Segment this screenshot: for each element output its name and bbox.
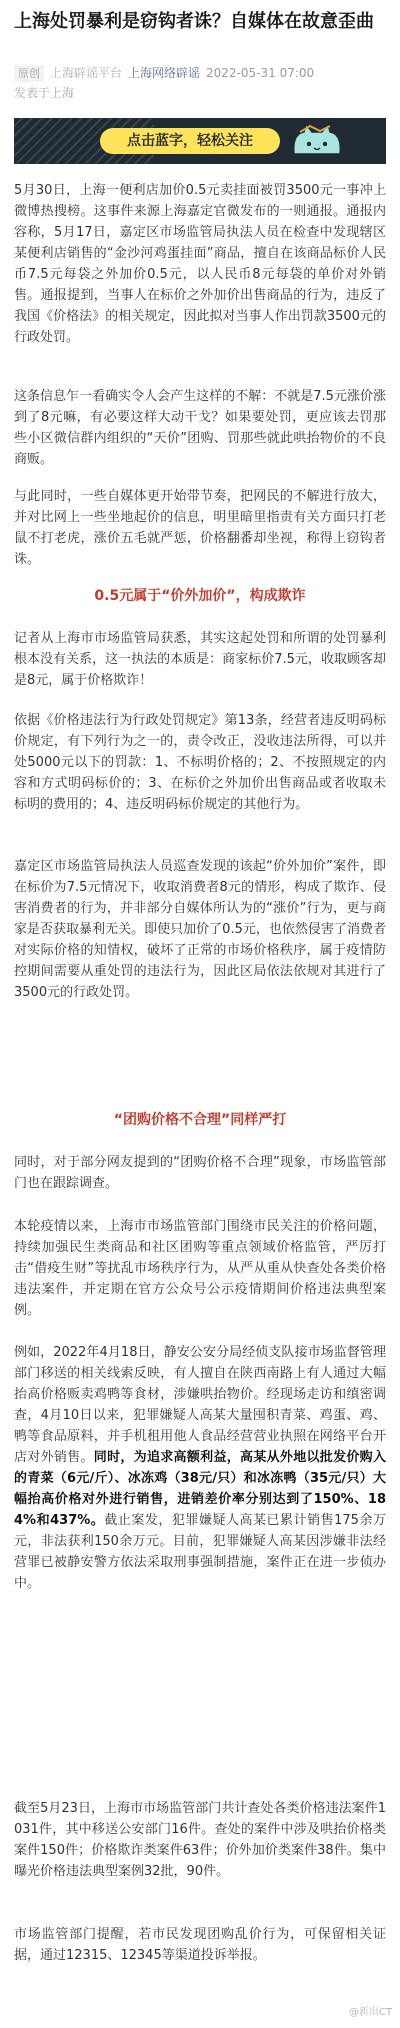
paragraph-9-emphasis: 同时，为追求高额利益，高某从外地以批发价购入的青菜（6元/斤）、冰冻鸡（38元/只）和冰冻鸭（35元/只）大幅抬高价格对外进行销售，进销差价率分别达到了150%、184%和437%。 bbox=[14, 1450, 386, 1528]
paragraph-4: 记者从上海市市场监管局获悉，其实这起处罚和所谓的处罚暴利根本没有关系，这一执法的本质是：商家标价7.5元，收取顾客却是8元，属于价格欺诈！ bbox=[14, 631, 386, 688]
paragraph-1: 5月30日，上海一便利店加价0.5元卖挂面被罚3500元一事冲上微博热搜榜。这事件来源上海嘉定官微发布的一则通报。通报内容称，5月17日，嘉定区市场监管局执法人员在检查中发现辖区某便利店销售的“金沙河鸡蛋挂面”商品，擅自在该商品标价人民币7.5元每袋之外加价0.5元，以人民币8元每袋的单价对外销售。通报提到，当事人在标价之外加价出售商品的行为，违反了我国《价格法》的相关规定，因此拟对当事人作出罚款3500元的行政处罚。 bbox=[14, 183, 386, 345]
follow-prompt[interactable]: 点击蓝字，轻松关注 bbox=[100, 128, 280, 154]
paragraph-2: 这条信息乍一看确实令人会产生这样的不解：不就是7.5元涨价涨到了8元嘛，有必要这样大动干戈？如果要处罚，更应该去罚那些小区微信群内组织的“天价”团购、罚那些就此哄抬物价的不良商贩。 bbox=[14, 389, 386, 467]
paragraph-11: 市场监管部门提醒，若市民发现团购乱价行为，可保留相关证据，通过12315、12345等渠道投诉举报。 bbox=[14, 1927, 386, 1963]
paragraph-6: 嘉定区市场监管局执法人员巡查发现的该起“价外加价”案件，即在标价为7.5元情况下，收取消费者8元的情形，构成了欺诈、侵害消费者的行为，并非部分自媒体所认为的“涨价”行为，更与商家是否获取暴利无关。即使只加价了0.5元，也依然侵害了消费者对实际价格的知情权，破坏了正常的市场价格秩序，属于疫情防控期间需要从重处罚的违法行为，因此区局依法依规对其进行了3500元的行政处罚。 bbox=[14, 859, 386, 1000]
account-link[interactable]: 上海网络辟谣 bbox=[128, 66, 201, 80]
article-meta bbox=[14, 64, 394, 82]
original-tag: 原创 bbox=[14, 65, 44, 82]
source-name: 上海辟谣平台 bbox=[50, 66, 123, 80]
watermark: @新出CT bbox=[348, 2007, 392, 2018]
cat-mascot-icon bbox=[286, 120, 346, 162]
paragraph-5: 依据《价格违法行为行政处罚规定》第13条，经营者违反明码标价规定，有下列行为之一的，责令改正，没收违法所得，可以并处5000元以下的罚款：1、不标明价格的；2、不按照规定的内容和方式明码标价的；3、在标价之外加价出售商品或者收取未标明的费用的；4、违反明码标价规定的其他行为。 bbox=[14, 713, 386, 812]
paragraph-10: 截至5月23日，上海市市场监管部门共计查处各类价格违法案件1031件，其中移送公安部门16件。查处的案件中涉及哄抬价格类案件150件；价格欺诈类案件63件；价外加价类案件38件。集中曝光价格违法典型案例32批，90件。 bbox=[14, 1801, 386, 1879]
paragraph-7: 同时，对于部分网友提到的“团购价格不合理”现象，市场监管部门也在跟踪调查。 bbox=[14, 1155, 386, 1191]
paragraph-9 bbox=[14, 1342, 386, 1594]
paragraph-9-part-3: 截止案发，犯罪嫌疑人高某已累计销售175余万元，非法获利150余万元。目前，犯罪嫌疑人高某因涉嫌非法经营罪已被静安警方依法采取刑事强制措施，案件正在进一步侦办中。 bbox=[14, 1513, 386, 1591]
section-heading-1: 0.5元属于“价外加价”，构成欺诈 bbox=[94, 588, 306, 604]
section-heading-2: “团购价格不合理”同样严打 bbox=[113, 1112, 287, 1128]
publish-location: 发表于上海 bbox=[14, 86, 75, 100]
paragraph-9-part-1: 例如，2022年4月18日，静安公安分局经侦支队接市场监督管理部门移送的相关线索反映，有人擅自在陕西南路上有人通过大幅抬高价格贩卖鸡鸭等食材，涉嫌哄抬物价。经现场走访和缜密调查，4月10日以来，犯罪嫌疑人高某大量囤积青菜、鸡蛋、鸡、鸭等食品原料，并手机租用他人食品经营营业执照在网络平台开店对外销售。 bbox=[14, 1345, 386, 1465]
follow-banner[interactable] bbox=[14, 118, 386, 164]
paragraph-8: 本轮疫情以来，上海市市场监管部门围绕市民关注的价格问题，持续加强民生类商品和社区团购等重点领域价格监管，严厉打击“借疫生财”等扰乱市场秩序行为，从严从重从快查处各类价格违法案件，并定期在官方公众号公示疫情期间价格违法典型案例。 bbox=[14, 1219, 386, 1318]
publish-date: 2022-05-31 07:00 bbox=[206, 66, 315, 80]
article-title: 上海处罚暴利是窃钩者诛？自媒体在故意歪曲 bbox=[14, 11, 374, 32]
paragraph-3: 与此同时，一些自媒体更开始带节奏，把网民的不解进行放大，并对比网上一些坐地起价的信息，明里暗里指责有关方面只打老鼠不打老虎，涨价五毛就严惩，价格翻番却坐视，称得上窃钩者诛。 bbox=[14, 489, 386, 567]
